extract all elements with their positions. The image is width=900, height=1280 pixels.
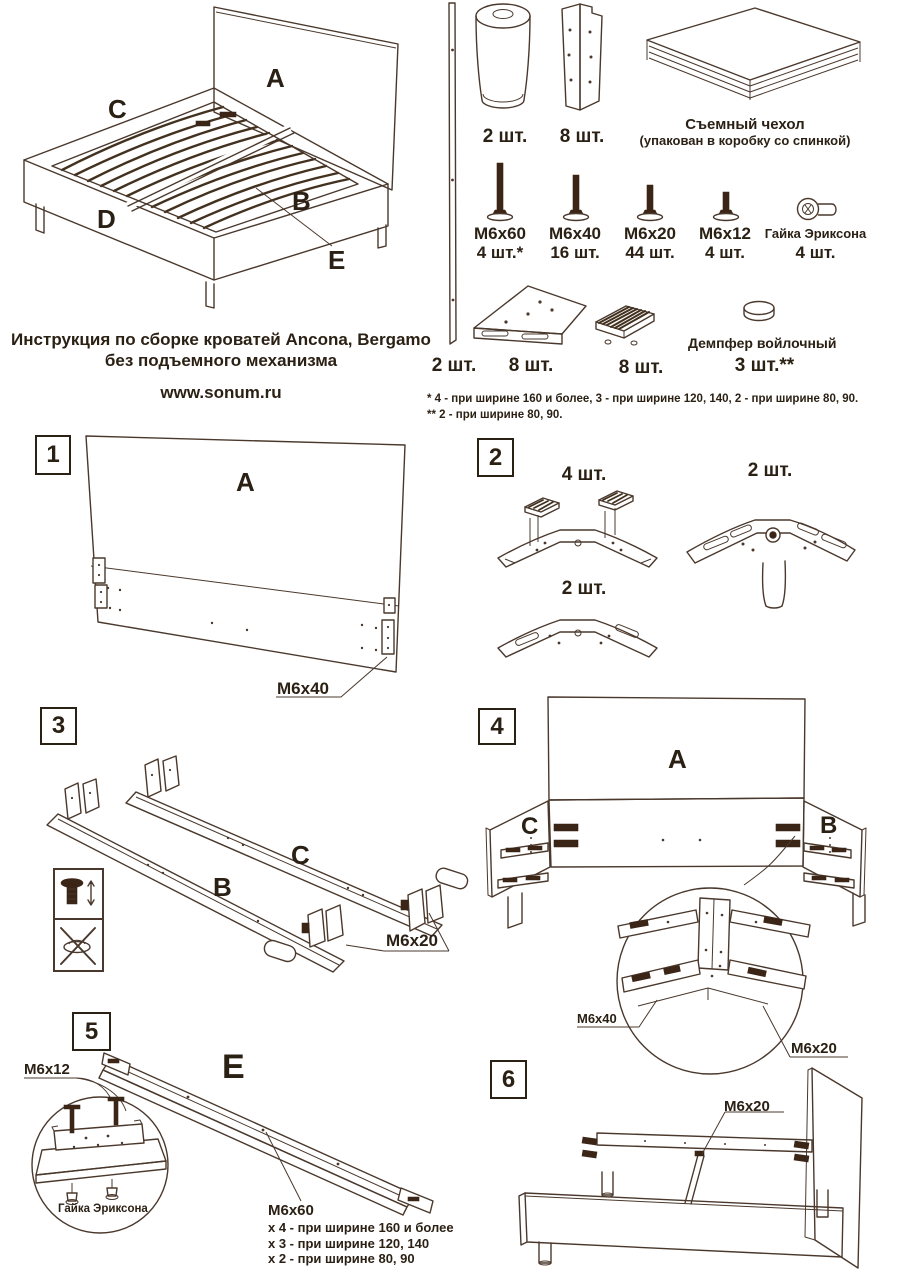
corner-bracket-part-drawing <box>550 0 610 120</box>
step-5-bolt-notes <box>268 1220 454 1267</box>
step-1-label-headboard: A <box>236 467 255 497</box>
step-4-digit: 4 <box>490 712 504 740</box>
step-6-bolt-label: M6x20 <box>724 1098 770 1115</box>
big-gusset-bracket-drawing <box>466 278 594 350</box>
bolt-m6x12-drawing <box>712 189 740 226</box>
step-5-note-1: x 4 - при ширине 160 и более <box>268 1220 454 1235</box>
step-4-bolt-inner-label: M6x40 <box>577 1011 617 1026</box>
step-2-qty-bottom: 2 шт. <box>561 578 607 599</box>
erikson-nut-name: Гайка Эриксона <box>764 226 867 241</box>
footnote-1: * 4 - при ширине 160 и более, 3 - при ширине 120, 140, 2 - при ширине 80, 90. <box>427 393 859 405</box>
leg-qty: 2 шт. <box>482 126 528 147</box>
step-4-label-side-c: C <box>521 813 539 840</box>
step-4-bolt-outer-label: M6x20 <box>791 1040 837 1057</box>
step-5-bolt-note-title: M6x60 <box>268 1202 314 1219</box>
overview-label-center-rail: E <box>328 245 346 275</box>
step-2-qty-right: 2 шт. <box>747 460 793 481</box>
overview-label-headboard: A <box>266 63 285 93</box>
bolt-m6x60-qty: 4 шт.* <box>476 243 524 262</box>
erikson-nut-drawing <box>794 194 840 224</box>
step-3-bolt-label: M6x20 <box>386 931 438 950</box>
bolt-m6x20-qty: 44 шт. <box>625 243 675 262</box>
page-title-line1: Инструкция по сборке кроватей Ancona, Bergamo <box>11 330 431 349</box>
overview-label-footboard: D <box>97 204 116 234</box>
bolt-m6x12-name: M6x12 <box>699 224 751 243</box>
damper-name: Демпфер войлочный <box>688 335 837 351</box>
bed-overview-drawing <box>0 0 440 332</box>
adjustable-foot-icon <box>53 868 104 922</box>
bolt-m6x40-qty: 16 шт. <box>550 243 600 262</box>
slat-holder-drawing <box>588 298 660 348</box>
step-6-drawing <box>495 1055 900 1280</box>
bolt-m6x40-name: M6x40 <box>549 224 601 243</box>
felt-damper-drawing <box>740 298 780 324</box>
big-bracket-qty: 8 шт. <box>508 355 554 376</box>
strip-qty: 2 шт. <box>431 355 477 376</box>
cover-note: (упакован в коробку со спинкой) <box>639 133 851 148</box>
bolt-m6x40-drawing <box>562 172 590 226</box>
page-title-line2: без подъемного механизма <box>104 351 338 370</box>
step-1-digit: 1 <box>46 441 60 468</box>
damper-qty: 3 шт.** <box>734 355 795 376</box>
step-6-digit: 6 <box>501 1065 516 1093</box>
overview-label-right-rail: B <box>292 186 311 216</box>
bolt-m6x12-qty: 4 шт. <box>705 243 745 262</box>
bolt-m6x20-drawing <box>636 182 664 226</box>
step-3-digit: 3 <box>51 712 66 739</box>
step-5-nut-label: Гайка Эриксона <box>58 1203 148 1215</box>
cover-title: Съемный чехол <box>685 116 805 133</box>
step-5-note-2: x 3 - при ширине 120, 140 <box>268 1235 430 1251</box>
step-4-label-side-b: B <box>820 812 838 839</box>
no-tool-icon <box>53 918 104 972</box>
bolt-m6x60-name: M6x60 <box>474 224 526 243</box>
bolt-m6x20-name: M6x20 <box>624 224 676 243</box>
corner-bracket-qty: 8 шт. <box>559 126 605 147</box>
step-5-note-3: x 2 - при ширине 80, 90 <box>268 1251 415 1266</box>
step-5-label-rail-e: E <box>222 1048 245 1086</box>
overview-label-left-rail: C <box>108 94 127 124</box>
long-strip-part-drawing <box>444 0 460 350</box>
website-text: www.sonum.ru <box>160 383 282 402</box>
cover-part-drawing <box>628 2 872 114</box>
step-2-digit: 2 <box>488 443 503 471</box>
step-5-digit: 5 <box>84 1017 99 1045</box>
step-2-qty-top: 4 шт. <box>561 464 607 485</box>
step-4-label-headboard: A <box>668 744 687 774</box>
bolt-m6x60-drawing <box>486 160 514 226</box>
leg-part-drawing <box>470 0 536 122</box>
slat-holder-qty: 8 шт. <box>618 357 664 378</box>
step-5-bolt-label: M6x12 <box>24 1061 70 1078</box>
erikson-nut-qty: 4 шт. <box>795 243 836 262</box>
step-3-label-rail-b: B <box>213 872 232 902</box>
step-3-label-rail-c: C <box>291 840 310 870</box>
step-2-drawing <box>475 430 900 692</box>
footnote-2: ** 2 - при ширине 80, 90. <box>427 409 563 421</box>
step-1-bolt-label: M6x40 <box>277 679 329 698</box>
